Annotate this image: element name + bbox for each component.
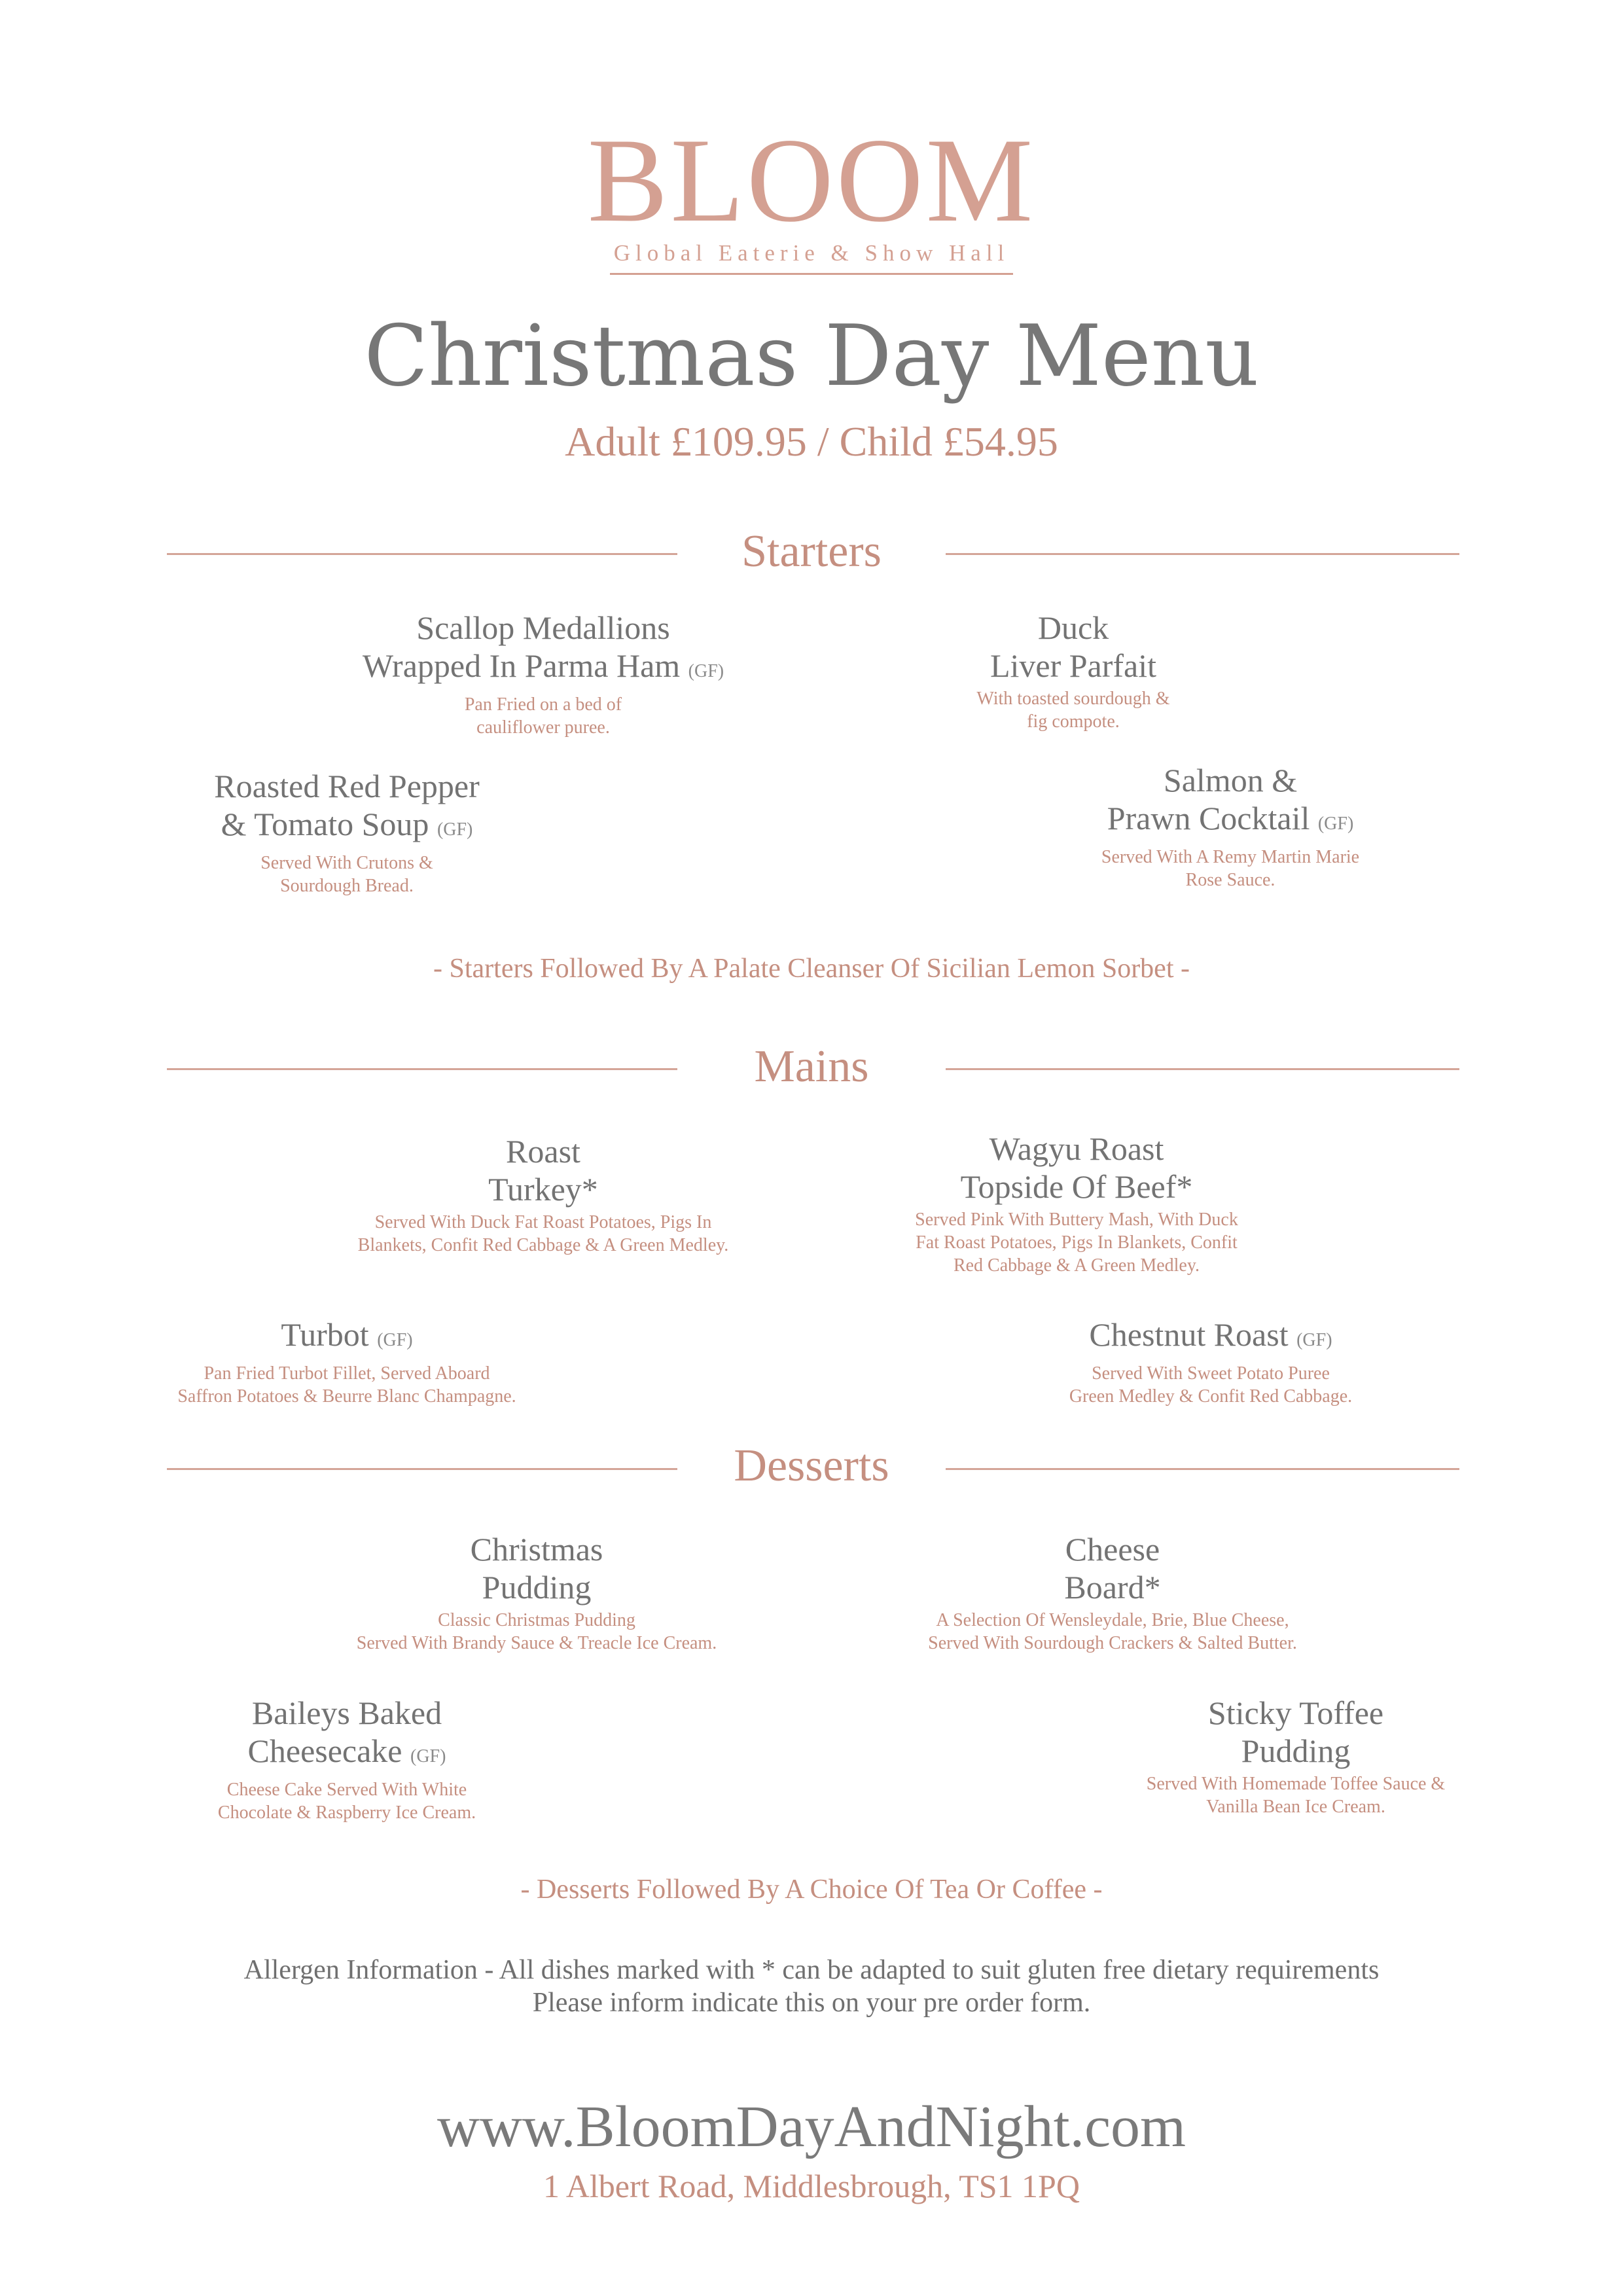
dish-name: Turkey* bbox=[488, 1171, 598, 1208]
dish-name: Pudding bbox=[482, 1569, 592, 1605]
brand-subtitle: Global Eaterie & Show Hall bbox=[610, 240, 1014, 275]
dish-name: Wagyu Roast bbox=[989, 1130, 1164, 1167]
dish-name: Baileys Baked bbox=[251, 1695, 442, 1731]
desserts-note: - Desserts Followed By A Choice Of Tea Or Coffee - bbox=[520, 1874, 1103, 1905]
dish-name: Chestnut Roast (GF) bbox=[1089, 1316, 1332, 1353]
dish-description: Served With Duck Fat Roast Potatoes, Pigs In Blankets, Confit Red Cabbage & A Green Medley. bbox=[357, 1212, 729, 1255]
dish-sticky-toffee-pudding bbox=[1034, 1694, 1558, 1818]
section-heading-starters: Starters bbox=[741, 526, 882, 577]
website-url: www.BloomDayAndNight.com bbox=[437, 2094, 1186, 2159]
section-heading-desserts: Desserts bbox=[734, 1441, 889, 1491]
dish-name: Topside Of Beef* bbox=[960, 1168, 1193, 1205]
dish-name: Board* bbox=[1064, 1569, 1161, 1605]
dish-description: A Selection Of Wensleydale, Brie, Blue Cheese, Served With Sourdough Crackers & Salted Butter. bbox=[928, 1610, 1297, 1653]
gluten-free-tag: (GF) bbox=[377, 1330, 413, 1350]
dish-name: Christmas bbox=[470, 1531, 603, 1568]
dish-name: Cheesecake (GF) bbox=[247, 1732, 446, 1769]
dish-description: Served With A Remy Martin Marie Rose Sauce. bbox=[1101, 847, 1360, 890]
dish-name: Cheese bbox=[1065, 1531, 1160, 1568]
dish-scallop-medallions bbox=[249, 609, 838, 739]
dish-name: Duck bbox=[1037, 609, 1109, 646]
dish-salmon-prawn-cocktail bbox=[962, 761, 1499, 891]
gluten-free-tag: (GF) bbox=[1317, 814, 1354, 834]
dish-description: Served With Crutons & Sourdough Bread. bbox=[260, 853, 433, 896]
dish-wagyu-roast-beef bbox=[815, 1130, 1338, 1277]
section-rule-left bbox=[167, 1068, 677, 1070]
dish-name: Liver Parfait bbox=[990, 647, 1157, 684]
gluten-free-tag: (GF) bbox=[688, 661, 724, 681]
dish-name: Prawn Cocktail (GF) bbox=[1107, 800, 1354, 836]
dish-description: Served Pink With Buttery Mash, With Duck Fat Roast Potatoes, Pigs In Blankets, Confit Red Cabbage & A Green Medley. bbox=[915, 1210, 1238, 1276]
dish-description: Pan Fried Turbot Fillet, Served Aboard Saffron Potatoes & Beurre Blanc Champagne. bbox=[177, 1363, 516, 1407]
gluten-free-tag: (GF) bbox=[1296, 1330, 1332, 1350]
dish-name: Scallop Medallions bbox=[416, 609, 670, 646]
dish-name: & Tomato Soup (GF) bbox=[221, 806, 473, 842]
dish-duck-liver-parfait bbox=[812, 609, 1335, 733]
dish-roast-turkey bbox=[281, 1132, 805, 1257]
section-rule-left bbox=[167, 1468, 677, 1470]
brand-name: BLOOM bbox=[587, 113, 1036, 247]
section-rule-right bbox=[946, 1068, 1459, 1070]
section-rule-right bbox=[946, 1468, 1459, 1470]
price-line: Adult £109.95 / Child £54.95 bbox=[565, 418, 1058, 465]
dish-turbot bbox=[85, 1316, 609, 1408]
address: 1 Albert Road, Middlesbrough, TS1 1PQ bbox=[543, 2168, 1080, 2204]
dish-name: Roasted Red Pepper bbox=[214, 768, 480, 804]
brand-logo bbox=[0, 113, 1623, 275]
dish-christmas-pudding bbox=[275, 1530, 798, 1655]
dish-name: Pudding bbox=[1241, 1732, 1351, 1769]
dish-name: Salmon & bbox=[1163, 762, 1298, 798]
allergen-information bbox=[0, 1954, 1623, 2019]
dish-description: With toasted sourdough & fig compote. bbox=[976, 689, 1170, 732]
dish-baileys-cheesecake bbox=[85, 1694, 609, 1824]
section-heading-mains: Mains bbox=[754, 1041, 869, 1092]
allergen-line: Please inform indicate this on your pre order form. bbox=[532, 1988, 1091, 2018]
dish-name: Wrapped In Parma Ham (GF) bbox=[362, 647, 724, 684]
allergen-line: Allergen Information - All dishes marked with * can be adapted to suit gluten free dietary requirements bbox=[243, 1955, 1380, 1985]
dish-description: Pan Fried on a bed of cauliflower puree. bbox=[464, 694, 622, 738]
dish-roasted-red-pepper-soup bbox=[85, 767, 609, 897]
page-title: Christmas Day Menu bbox=[364, 308, 1259, 405]
starters-note: - Starters Followed By A Palate Cleanser Of Sicilian Lemon Sorbet - bbox=[433, 954, 1190, 984]
section-rule-right bbox=[946, 553, 1459, 555]
dish-description: Cheese Cake Served With White Chocolate & Raspberry Ice Cream. bbox=[217, 1780, 476, 1823]
dish-description: Served With Homemade Toffee Sauce & Vanilla Bean Ice Cream. bbox=[1146, 1774, 1446, 1817]
dish-description: Classic Christmas Pudding Served With Brandy Sauce & Treacle Ice Cream. bbox=[356, 1610, 717, 1653]
dish-cheese-board bbox=[844, 1530, 1381, 1655]
dish-description: Served With Sweet Potato Puree Green Medley & Confit Red Cabbage. bbox=[1069, 1363, 1353, 1407]
gluten-free-tag: (GF) bbox=[437, 819, 473, 840]
gluten-free-tag: (GF) bbox=[410, 1746, 446, 1767]
dish-name: Turbot (GF) bbox=[281, 1316, 413, 1353]
section-rule-left bbox=[167, 553, 677, 555]
dish-chestnut-roast bbox=[949, 1316, 1472, 1408]
dish-name: Sticky Toffee bbox=[1207, 1695, 1384, 1731]
dish-name: Roast bbox=[506, 1133, 580, 1170]
